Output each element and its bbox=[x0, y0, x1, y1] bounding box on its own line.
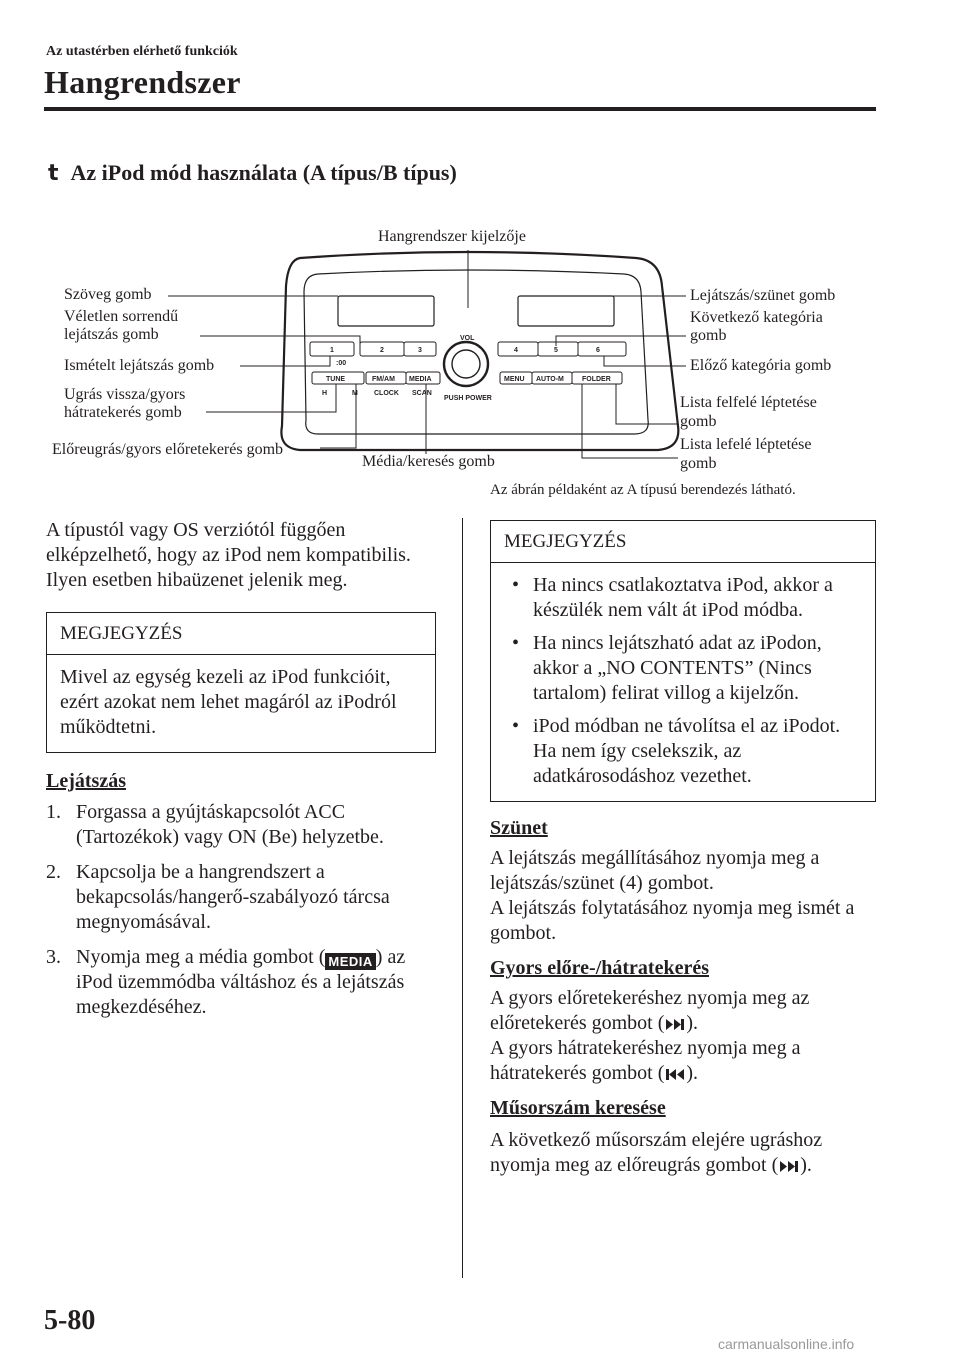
note-list bbox=[504, 573, 862, 789]
unit-text-colon00: :00 bbox=[336, 360, 347, 367]
unit-text-menu: MENU bbox=[504, 376, 525, 383]
unit-text-p2: 2 bbox=[380, 347, 384, 354]
label-random-1: Véletlen sorrendű bbox=[64, 308, 179, 325]
pause-heading: Szünet bbox=[490, 817, 548, 839]
unit-text-h: H bbox=[322, 390, 328, 397]
step-text: Kapcsolja be a hangrendszert a bekapcsolás/hangerő-szabályozó tárcsa megnyomásával. bbox=[76, 861, 390, 933]
label-list-down-1: Lista lefelé léptetése bbox=[680, 436, 812, 453]
track-search-text bbox=[490, 1128, 876, 1178]
note-body-left: Mivel az egység kezeli az iPod funkcióit, ezért azokat nem lehet magáról az iPodról működtetni. bbox=[60, 666, 397, 738]
page-title: Hangrendszer bbox=[44, 64, 241, 100]
track-search-heading: Műsorszám keresése bbox=[490, 1097, 666, 1119]
label-skip-back-2: hátratekerés gomb bbox=[64, 404, 182, 421]
unit-text-tune: TUNE bbox=[326, 376, 346, 383]
left-display-window bbox=[338, 296, 434, 326]
media-icon: MEDIA bbox=[325, 953, 375, 970]
step-item bbox=[46, 945, 436, 1020]
unit-text-fmam: FM/AM bbox=[372, 376, 395, 383]
left-column bbox=[46, 518, 436, 1030]
rw-text-after: ). bbox=[686, 1062, 699, 1084]
preset-6-button bbox=[578, 342, 626, 356]
column-divider bbox=[462, 518, 463, 1278]
unit-text-p3: 3 bbox=[418, 347, 422, 354]
unit-text-push-power: PUSH POWER bbox=[444, 395, 492, 402]
right-column bbox=[490, 520, 876, 1178]
step-number: 3. bbox=[46, 946, 61, 968]
rewind-text bbox=[490, 1036, 876, 1086]
note-title-right: MEGJEGYZÉS bbox=[491, 521, 875, 563]
volume-knob-inner bbox=[452, 350, 480, 378]
fast-forward-icon bbox=[664, 1017, 686, 1032]
play-heading: Lejátszás bbox=[46, 770, 126, 792]
fast-forward-heading: Gyors előre-/hátratekerés bbox=[490, 957, 709, 979]
note-box-right bbox=[490, 520, 876, 802]
label-list-down-2: gomb bbox=[680, 455, 717, 472]
label-next-category-1: Következő kategória bbox=[690, 309, 823, 326]
unit-text-autom: AUTO-M bbox=[536, 376, 564, 383]
right-display-window bbox=[518, 296, 614, 326]
section-heading bbox=[48, 160, 457, 186]
audio-unit-diagram bbox=[0, 220, 960, 510]
unit-text-clock: CLOCK bbox=[374, 390, 399, 397]
fast-forward-text bbox=[490, 986, 876, 1036]
breadcrumb: Az utastérben elérhető funkciók bbox=[46, 44, 238, 59]
label-next-category-2: gomb bbox=[690, 327, 727, 344]
play-steps bbox=[46, 800, 436, 1020]
note-item: • iPod módban ne távolítsa el az iPodot. Ha nem így cselekszik, az adatkárosodáshoz vezethet. bbox=[504, 714, 862, 789]
skip-forward-icon bbox=[778, 1159, 800, 1174]
step-text-before: Nyomja meg a média gombot ( bbox=[76, 946, 326, 968]
note-body-right bbox=[491, 563, 875, 801]
unit-text-p5: 5 bbox=[554, 347, 558, 354]
unit-text-media: MEDIA bbox=[409, 376, 432, 383]
step-text: Forgassa a gyújtáskapcsolót ACC (Tartozékok) vagy ON (Be) helyzetbe. bbox=[76, 801, 384, 848]
unit-text-scan: SCAN bbox=[412, 390, 432, 397]
ff-text-before: A gyors előretekeréshez nyomja meg az előretekerés gombot ( bbox=[490, 987, 810, 1034]
note-item: • Ha nincs csatlakoztatva iPod, akkor a készülék nem vált át iPod módba. bbox=[504, 573, 862, 623]
step-number: 1. bbox=[46, 801, 61, 823]
volume-knob bbox=[444, 342, 488, 386]
section-heading-text: Az iPod mód használata (A típus/B típus) bbox=[70, 160, 457, 185]
diagram-caption: Az ábrán példaként az A típusú berendezés látható. bbox=[490, 482, 796, 498]
step-number: 2. bbox=[46, 861, 61, 883]
label-skip-forward: Előreugrás/gyors előretekerés gomb bbox=[52, 441, 284, 458]
label-random-2: lejátszás gomb bbox=[64, 326, 159, 343]
unit-outer-bezel bbox=[281, 252, 678, 450]
unit-text-vol: VOL bbox=[460, 335, 475, 342]
step-item bbox=[46, 860, 436, 935]
label-repeat: Ismételt lejátszás gomb bbox=[64, 357, 215, 374]
preset-4-button bbox=[498, 342, 538, 356]
unit-text-p4: 4 bbox=[514, 347, 518, 354]
unit-text-p1: 1 bbox=[330, 347, 334, 354]
note-item: • Ha nincs lejátszható adat az iPodon, akkor a „NO CONTENTS” (Nincs tartalom) felirat villog a kijelzőn. bbox=[504, 631, 862, 706]
label-media: Média/keresés gomb bbox=[362, 453, 495, 470]
unit-text-m: M bbox=[352, 390, 358, 397]
unit-text-p6: 6 bbox=[596, 347, 600, 354]
label-skip-back-1: Ugrás vissza/gyors bbox=[64, 386, 186, 403]
label-list-up-2: gomb bbox=[680, 413, 717, 430]
search-text-before: A következő műsorszám elejére ugráshoz nyomja meg az előreugrás gombot ( bbox=[490, 1129, 823, 1176]
label-list-up-1: Lista felfelé léptetése bbox=[680, 394, 817, 411]
section-bullet: t bbox=[48, 161, 59, 186]
search-text-after: ). bbox=[800, 1154, 812, 1176]
label-text-button: Szöveg gomb bbox=[64, 286, 152, 303]
preset-5-button bbox=[538, 342, 578, 356]
rewind-icon bbox=[664, 1067, 686, 1082]
ff-text-after: ). bbox=[686, 1012, 699, 1034]
rw-text-before: A gyors hátratekeréshez nyomja meg a hátratekerés gombot ( bbox=[490, 1037, 801, 1084]
pause-text-1: A lejátszás megállításához nyomja meg a lejátszás/szünet (4) gombot. bbox=[490, 847, 820, 894]
label-play-pause: Lejátszás/szünet gomb bbox=[690, 287, 836, 304]
step-item bbox=[46, 800, 436, 850]
title-rule bbox=[44, 107, 876, 111]
step-text-after: ) az iPod üzemmódba váltáshoz és a lejátszás megkezdéséhez. bbox=[76, 946, 406, 1018]
watermark: carmanualsonline.info bbox=[718, 1336, 855, 1352]
note-title-left: MEGJEGYZÉS bbox=[47, 613, 435, 655]
note-box-left bbox=[46, 612, 436, 753]
leader-lines bbox=[168, 250, 686, 458]
label-display: Hangrendszer kijelzője bbox=[378, 228, 526, 245]
label-prev-category: Előző kategória gomb bbox=[690, 357, 832, 374]
page-number: 5-80 bbox=[44, 1305, 96, 1336]
intro-paragraph: A típustól vagy OS verziótól függően elképzelhető, hogy az iPod nem kompatibilis. Ilyen esetben hibaüzenet jelenik meg. bbox=[46, 519, 411, 591]
unit-text-folder: FOLDER bbox=[582, 376, 611, 383]
pause-text-2: A lejátszás folytatásához nyomja meg ismét a gombot. bbox=[490, 897, 855, 944]
